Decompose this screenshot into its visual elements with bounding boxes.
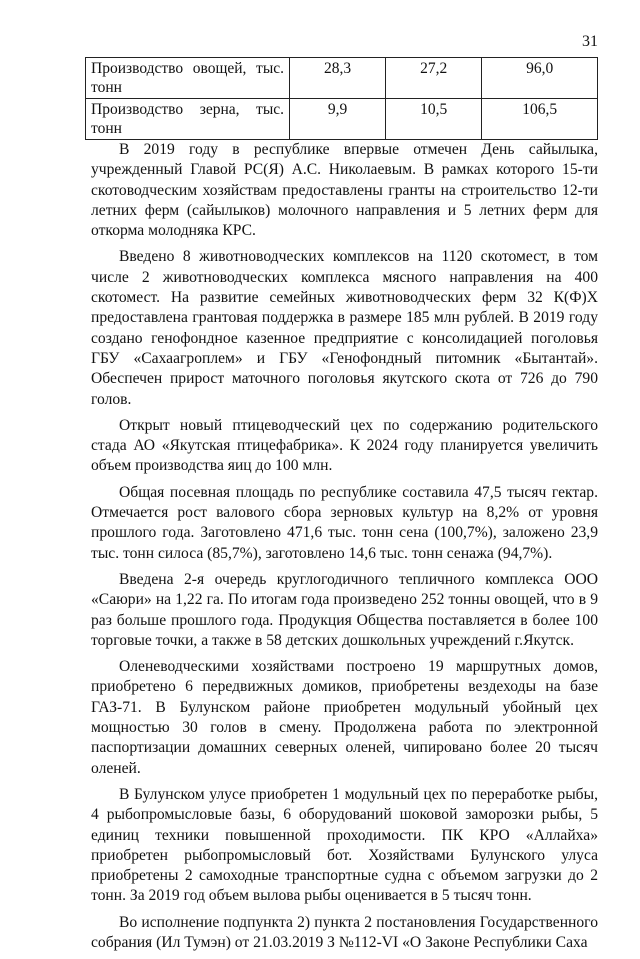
paragraph-resolution: Во исполнение подпункта 2) пункта 2 постановления Государственного собрания (Ил Тумэн) от 21.03.2019 З №112-VI «О Законе Республики Саха bbox=[91, 913, 598, 951]
table-cell-value: 96,0 bbox=[482, 58, 598, 99]
table-cell-value: 106,5 bbox=[482, 99, 598, 140]
table-cell-label: Производство зерна, тыс. тонн bbox=[86, 99, 290, 140]
table-cell-value: 10,5 bbox=[386, 99, 482, 140]
paragraph-poultry: Открыт новый птицеводческий цех по содержанию родительского стада АО «Якутская птицефабрика». К 2024 году планируется увеличить объем производства яиц до 100 млн. bbox=[91, 416, 598, 475]
statistics-table bbox=[85, 57, 598, 140]
paragraph-reindeer: Оленеводческими хозяйствами построено 19 маршрутных домов, приобретено 6 передвижных домиков, приобретены вездеходы на базе ГАЗ-71. В Булунском районе приобретен модульный убойный цех мощностью 30 голов в смену. Продолжена работа по электронной паспортизации домашних северных оленей, чипировано более 20 тысяч оленей. bbox=[91, 658, 598, 777]
paragraph-greenhouse: Введена 2-я очередь круглогодичного тепличного комплекса ООО «Саюри» на 1,22 га. По итогам года произведено 252 тонны овощей, что в 9 раз больше прошлого года. Продукция Общества поставляется в более 100 торговые точки, а также в 58 детских дошкольных учреждений г.Якутск. bbox=[91, 570, 598, 649]
table-cell-label: Производство овощей, тыс. тонн bbox=[86, 58, 290, 99]
body-text bbox=[91, 140, 598, 959]
table-cell-value: 28,3 bbox=[290, 58, 386, 99]
paragraph-sayylyk-day: В 2019 году в республике впервые отмечен День сайылыка, учрежденный Главой РС(Я) А.С. Николаевым. В рамках которого 15-ти скотоводческим хозяйствам предоставлены гранты на строительство 12-ти летних ферм (сайылыков) молочного направления и 5 летних ферм для откорма молодняка КРС. bbox=[91, 141, 598, 240]
page-number: 31 bbox=[582, 33, 598, 50]
paragraph-livestock-complexes: Введено 8 животноводческих комплексов на 1120 скотомест, в том числе 2 животноводческих комплекса мясного направления на 400 скотомест. На развитие семейных животноводческих ферм 32 К(Ф)Х предоставлена грантовая поддержка в размере 185 млн рублей. В 2019 году создано генофондное казенное предприятие с консолидацией поголовья ГБУ «Сахаагроплем» и ГБУ «Генофондный питомник «Бытантай». Обеспечен прирост маточного поголовья якутского скота от 726 до 790 голов. bbox=[91, 248, 598, 408]
table-cell-value: 9,9 bbox=[290, 99, 386, 140]
table-row bbox=[86, 58, 598, 99]
table-row bbox=[86, 99, 598, 140]
paragraph-crop-area: Общая посевная площадь по республике составила 47,5 тысяч гектар. Отмечается рост валового сбора зерновых культур на 8,2% от уровня прошлого года. Заготовлено 471,6 тыс. тонн сена (100,7%), заложено 23,9 тыс. тонн силоса (85,7%), заготовлено 14,6 тыс. тонн сенажа (94,7%). bbox=[91, 483, 598, 562]
paragraph-fishery: В Булунском улусе приобретен 1 модульный цех по переработке рыбы, 4 рыбопромысловые базы, 6 оборудований шоковой заморозки рыбы, 5 единиц техники повышенной проходимости. ПК КРО «Аллайха» приобретен рыбопромысловый бот. Хозяйствами Булунского улуса приобретены 2 самоходные транспортные судна с объемом загрузки до 2 тонн. За 2019 год объем вылова рыбы оценивается в 5 тысяч тонн. bbox=[91, 785, 598, 905]
table-cell-value: 27,2 bbox=[386, 58, 482, 99]
